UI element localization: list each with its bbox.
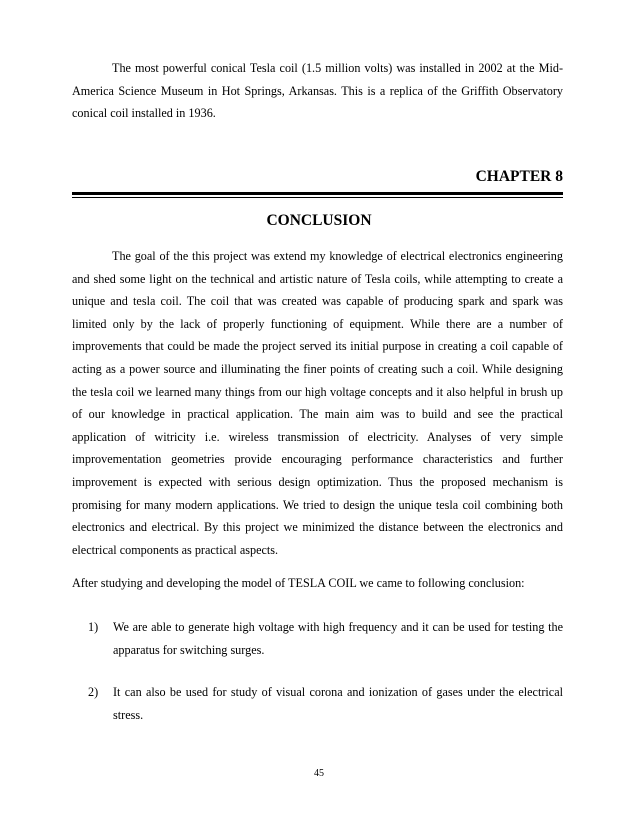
chapter-heading: CHAPTER 8: [475, 168, 563, 185]
list-item-number: 1): [88, 620, 99, 634]
list-item-text: We are able to generate high voltage with high frequency and it can be used for testing the apparatus for switching surges.: [113, 620, 563, 657]
summary-intro: After studying and developing the model of TESLA COIL we came to following conclusion:: [72, 576, 525, 590]
list-item-text: It can also be used for study of visual corona and ionization of gases under the electrical stress.: [113, 685, 563, 722]
section-title: CONCLUSION: [266, 212, 372, 229]
conclusion-paragraph: The goal of the this project was extend my knowledge of electrical electronics engineering and shed some light on the technical and artistic nature of Tesla coils, while attempting to create a unique and tesla coil. The coil that was created was capable of producing spark and spark was limited only by the lack of properly functioning of equipment. While there are a number of improvements that could be made the project served its initial purpose in creating a coil capable of acting as a power source and illuminating the finer points of creating such a coil. While designing the tesla coil we learned many things from our high voltage concepts and it also helpful in brush up of our knowledge in practical application. The main aim was to build and see the practical application of witricity i.e. wireless transmission of electricity. Analyses of very simple improvementation geometries provide encouraging performance characteristics and further improvement is expected with serious design optimization. Thus the proposed mechanism is promising for many modern applications. We tried to design the unique tesla coil combining both electronics and electrical. By this project we minimized the distance between the electronics and electrical components as practical aspects.: [72, 249, 563, 557]
chapter-rule-thick: [72, 192, 563, 195]
list-item-number: 2): [88, 685, 99, 700]
chapter-rule-thin: [72, 197, 563, 198]
page-number: 45: [314, 768, 324, 779]
list-item: [72, 616, 563, 661]
list-item: [72, 681, 563, 726]
intro-paragraph: The most powerful conical Tesla coil (1.5 million volts) was installed in 2002 at the Mid-America Science Museum in Hot Springs, Arkansas. This is a replica of the Griffith Observatory conical coil installed in 1936.: [72, 61, 563, 121]
conclusion-list: [72, 616, 563, 726]
